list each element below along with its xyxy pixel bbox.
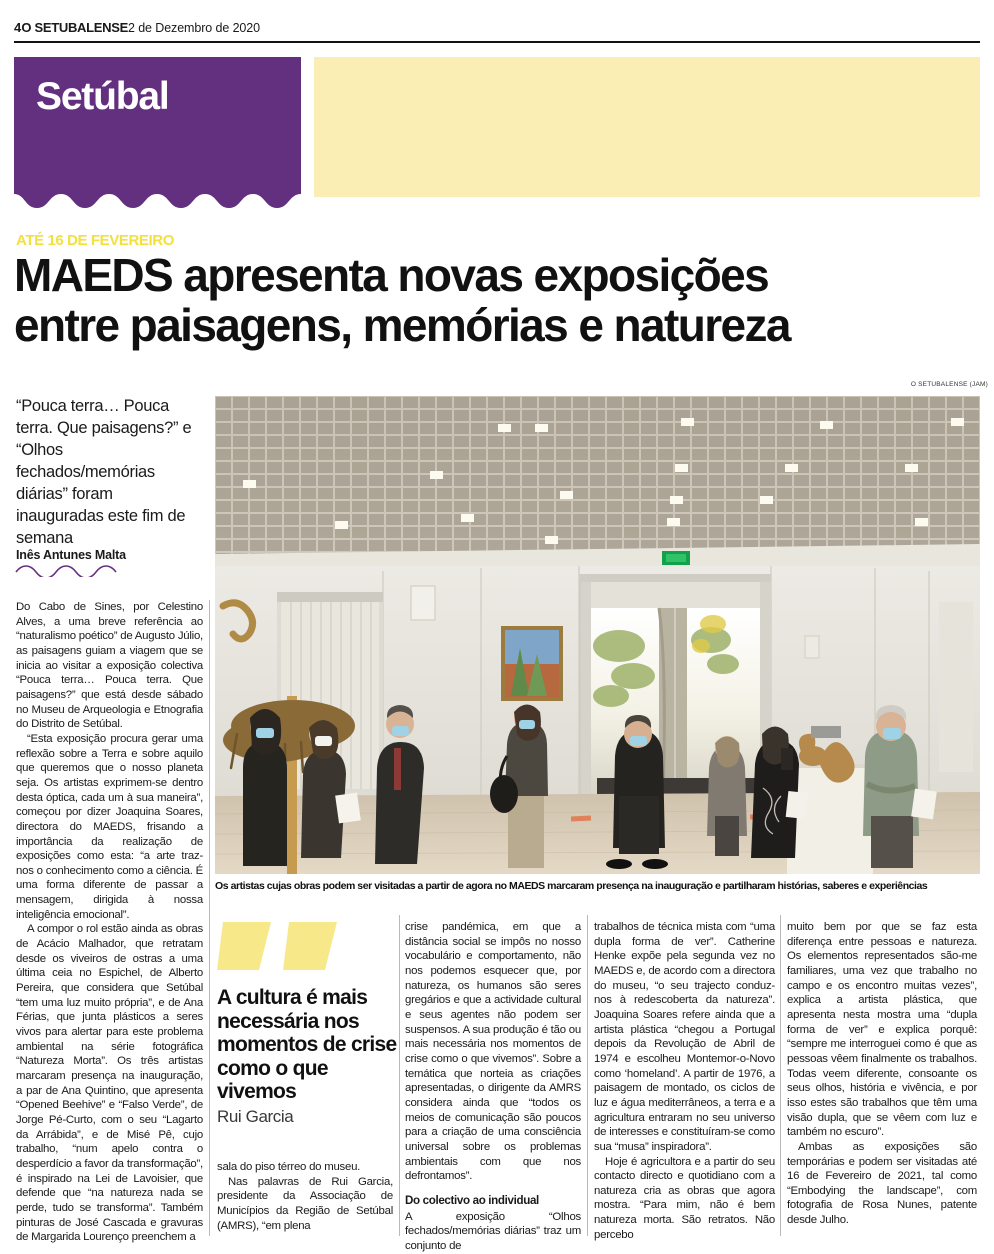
paragraph: crise pandémica, em que a distância social se impôs no nosso vocabulário e comportamento, não nos podemos esquecer que, por natureza, os humanos são seres gregários e que a actividade cultural e seus agentes não podem ser suspensos. A sua produção é tão ou mais necessária nos momentos de crise como o que vivemos”. Sobre a temática que norteia as criações apresentadas, o dirigente da AMRS considera ainda que “todos os meios de comunicação são poucos para a criação de uma consciência universal sobre os problemas ambientais com que nos defrontamos”. [405, 921, 581, 1183]
byline-squiggle-divider [14, 563, 124, 577]
paragraph: Do Cabo de Sines, por Celestino Alves, a uma breve referência ao “naturalismo poético” de Augusto Júlio, as paisagens guiam a viagem que se inicia ao visitar a exposição colectiva “Pouca terra… Pouca terra. Que paisagens?” que está desde sábado no Museu de Arqueologia e Etnografia do Distrito de Setúbal. [16, 601, 203, 731]
issue-date: 2 de Dezembro de 2020 [127, 21, 260, 35]
paragraph: sala do piso térreo do museu. [217, 1161, 361, 1173]
paragraph: Ambas as exposições são temporárias e podem ser visitadas até 16 de Fevereiro de 2021, tal como “Embodying the landscape”, com fotografia de Rosa Nunes, patente desde Julho. [787, 1140, 977, 1227]
publication-name: O SETUBALENSE [21, 20, 128, 35]
photo-caption: Os artistas cujas obras podem ser visitadas a partir de agora no MAEDS marcaram presença na inauguração e partilharam histórias, saberes e experiências [215, 880, 928, 892]
page-number: 4 [14, 20, 22, 35]
pull-quote-attribution: Rui Garcia [217, 1106, 294, 1126]
body-column-4 [594, 920, 775, 1242]
headline-line-1: MAEDS apresenta novas exposições [14, 249, 769, 301]
subheading: Do colectivo ao individual [405, 1193, 539, 1207]
body-column-3 [405, 920, 581, 1254]
header-divider [14, 41, 980, 43]
paragraph: A exposição “Olhos fechados/memórias diárias” traz um conjunto de [405, 1210, 581, 1253]
paragraph: muito bem por que se faz esta diferença entre pessoas e natureza. Os elementos representados são-me familiares, uma vez que trabalho no campo e os encontro muitas vezes”, explica a artista plástica, que apresenta nesta mostra uma “dupla forma de ver” e explica porquê: “sempre me interroguei como é que as pessoas vêem finalmente os trabalhos. Todas veem diferente, consoante os seus olhos, história e vivência, e por isso estes são trabalhos que têm uma visão dupla, que se vêem com luz e também no escuro”. [787, 921, 977, 1139]
body-column-2 [217, 1160, 393, 1233]
column-divider [587, 915, 588, 1236]
quote-mark-icon [217, 920, 397, 972]
paragraph: “Esta exposição procura gerar uma reflexão sobre a Terra e sobre aquilo que queremos que o nosso planeta seja. Os artistas exprimem-se dentro desta óptica, cada um à sua maneira”, começou por dizer Joaquina Soares, directora do MAEDS, frisando a importância da realização de exposições como esta: “a arte traz-nos o conhecimento como a ciência. É uma forma diferente de passar a mensagem, dirigida à nossa inteligência emocional”. [16, 732, 203, 921]
pull-quote [217, 920, 397, 1127]
article-standfirst: “Pouca terra… Pouca terra. Que paisagens?” e “Olhos fechados/memórias diárias” foram inauguradas este fim de semana [16, 397, 192, 547]
body-column-1 [16, 600, 203, 1245]
pull-quote-text: A cultura é mais necessária nos momentos de crise como o que vivemos [217, 986, 397, 1104]
accent-color-block [314, 57, 980, 197]
banner-scallop-edge [14, 192, 301, 209]
section-banner [14, 57, 301, 194]
paragraph: A compor o rol estão ainda as obras de Acácio Malhador, que retratam desde os viveiros de ostras a uma última ceia no Espichel, de Alberto Pereira, que considera que Setúbal “tem uma luz muito própria”, e de Ana Férias, que junta plásticos a seres vivos para alertar para este problema ambiental na série fotográfica “Natureza Morta”. Os três artistas marcaram presença na inauguração, a par de Ana Quintino, que apresenta “Opened Beehive” e “Falso Verde”, de Jorge Pé-Curto, com o seu “Lagarto da Arrábida”, e de Misé Pê, cujo trabalho, “num apelo contra o desperdício a favor da transformação”, é inspirado na Lei de Lavoisier, que defende que “na natureza nada se perde, tudo se transforma”. Também pinturas de José Cascada e gravuras de Margarida Lourenço preenchem a [16, 923, 203, 1244]
section-label: Setúbal [36, 75, 169, 118]
article-headline [14, 249, 980, 351]
column-divider [780, 915, 781, 1236]
article-photo [215, 396, 980, 874]
body-column-5 [787, 920, 977, 1228]
paragraph: Nas palavras de Rui Garcia, presidente da Associação de Municípios da Região de Setúbal (AMRS), “em plena [217, 1175, 393, 1232]
headline-line-2: entre paisagens, memórias e natureza [14, 299, 790, 351]
column-divider [399, 915, 400, 1236]
paragraph: trabalhos de técnica mista com “uma dupla forma de ver”. Catherine Henke expõe pela segunda vez no MAEDS e, de acordo com a directora do museu, “o seu trajecto conduz-nos à redescoberta da natureza”. Joaquina Soares refere ainda que a artista plástica “chegou a Portugal depois da Revolução de Abril de 1974 e escolheu Montemor-o-Novo como ‘homeland’. A partir de 1976, a paisagem de montado, os ciclos de luz e água mediterrâneos, a terra e a agricultura entraram no seu universo de interesses e constituíram-se como sua “musa” inspiradora”. [594, 921, 775, 1153]
column-divider [209, 600, 210, 1236]
article-byline: Inês Antunes Malta [16, 548, 126, 562]
article-kicker: ATÉ 16 DE FEVEREIRO [16, 232, 174, 249]
paragraph: Hoje é agricultora e a partir do seu contacto directo e quotidiano com a natureza cria as obras que agora mostra. “Para mim, não é bem natureza morta. São retratos. Não percebo [594, 1155, 775, 1241]
photo-credit: O SETUBALENSE (JAM) [910, 381, 988, 388]
running-head [14, 20, 980, 35]
